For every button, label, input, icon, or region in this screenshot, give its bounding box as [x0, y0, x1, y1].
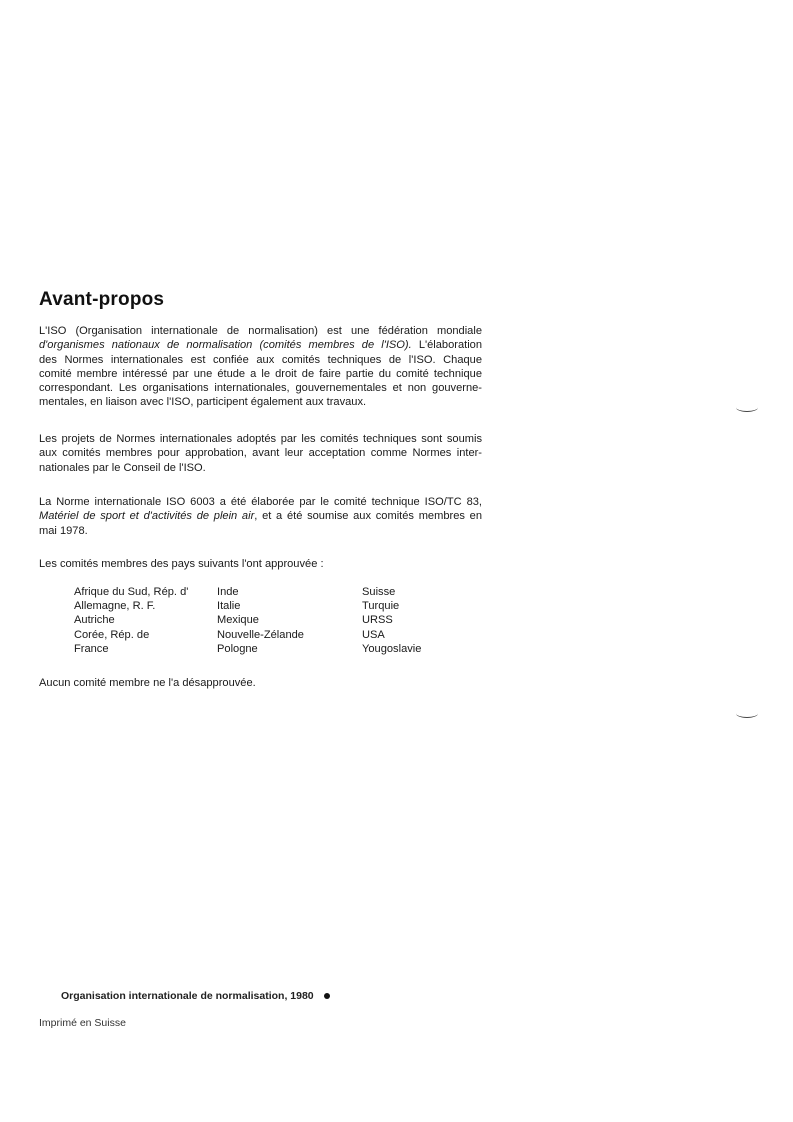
country-item: Corée, Rép. de: [74, 628, 150, 641]
country-item: Afrique du Sud, Rép. d': [74, 586, 189, 598]
foreword-paragraph-4: Les comités membres des pays suivants l'ont approuvée :: [39, 558, 324, 570]
foreword-paragraph-3: [39, 495, 482, 538]
paragraph-1-line-2-italic: d'organismes nationaux de normalisation (comités membres de l'ISO).: [39, 339, 412, 352]
country-item: Allemagne, R. F.: [74, 600, 156, 613]
copyright-line: [61, 990, 330, 1002]
foreword-paragraph-5: Aucun comité membre ne l'a désapprouvée.: [39, 677, 256, 689]
country-item: Pologne: [217, 642, 258, 655]
paragraph-1-line-2: d'organismes nationaux de normalisation (comités membres de l'ISO). L'élaboration: [39, 339, 482, 352]
country-item: Nouvelle-Zélande: [217, 628, 304, 641]
page-heading: Avant-propos: [39, 289, 165, 310]
paragraph-3-line-3: mai 1978.: [39, 524, 88, 537]
printed-in-note: Imprimé en Suisse: [39, 1017, 126, 1029]
country-item: Inde: [217, 586, 239, 598]
paragraph-2-line-3: nationales par le Conseil de l'ISO.: [39, 461, 206, 474]
paragraph-2-line-1: Les projets de Normes internationales adoptés par les comités techniques sont soumis: [39, 433, 482, 445]
paragraph-1-line-5: correspondant. Les organisations internationales, gouvernementales et non gouverne-: [39, 382, 482, 395]
committee-title: Matériel de sport et d'activités de plein air: [39, 510, 255, 523]
countries-column-3: [362, 585, 421, 656]
paragraph-1-line-1: L'ISO (Organisation internationale de normalisation) est une fédération mondiale: [39, 325, 482, 337]
country-item: Yougoslavie: [362, 642, 422, 655]
country-item: USA: [362, 628, 385, 641]
paragraph-1-line-3: des Normes internationales est confiée aux comités techniques de l'ISO. Chaque: [39, 353, 482, 366]
countries-column-2: [217, 585, 304, 656]
country-item: Autriche: [74, 614, 115, 627]
country-item: France: [74, 642, 109, 655]
country-item: Turquie: [362, 600, 400, 613]
paragraph-2-line-2: aux comités membres pour approbation, avant leur acceptation comme Normes inter-: [39, 447, 482, 460]
paragraph-1-line-6: mentales, en liaison avec l'ISO, participent également aux travaux.: [39, 396, 367, 409]
copyright-text: Organisation internationale de normalisation, 1980: [61, 990, 314, 1002]
paragraph-3-line-1: La Norme internationale ISO 6003 a été élaborée par le comité technique ISO/TC 83,: [39, 496, 482, 508]
country-item: Suisse: [362, 586, 396, 598]
bullet-dot-icon: [324, 993, 330, 999]
margin-mark-icon: [736, 709, 758, 718]
country-item: URSS: [362, 614, 393, 627]
countries-column-1: [74, 585, 188, 656]
foreword-paragraph-1: [39, 324, 482, 410]
country-item: Mexique: [217, 614, 259, 627]
paragraph-3-line-2-rest: , et a été soumise aux comités membres en: [254, 510, 482, 523]
country-item: Italie: [217, 600, 241, 613]
paragraph-3-line-2: [39, 509, 482, 523]
foreword-paragraph-2: [39, 432, 482, 475]
margin-mark-icon: [736, 403, 758, 412]
paragraph-1-line-4: comité membre intéressé par une étude a le droit de faire partie du comité technique: [39, 367, 482, 380]
